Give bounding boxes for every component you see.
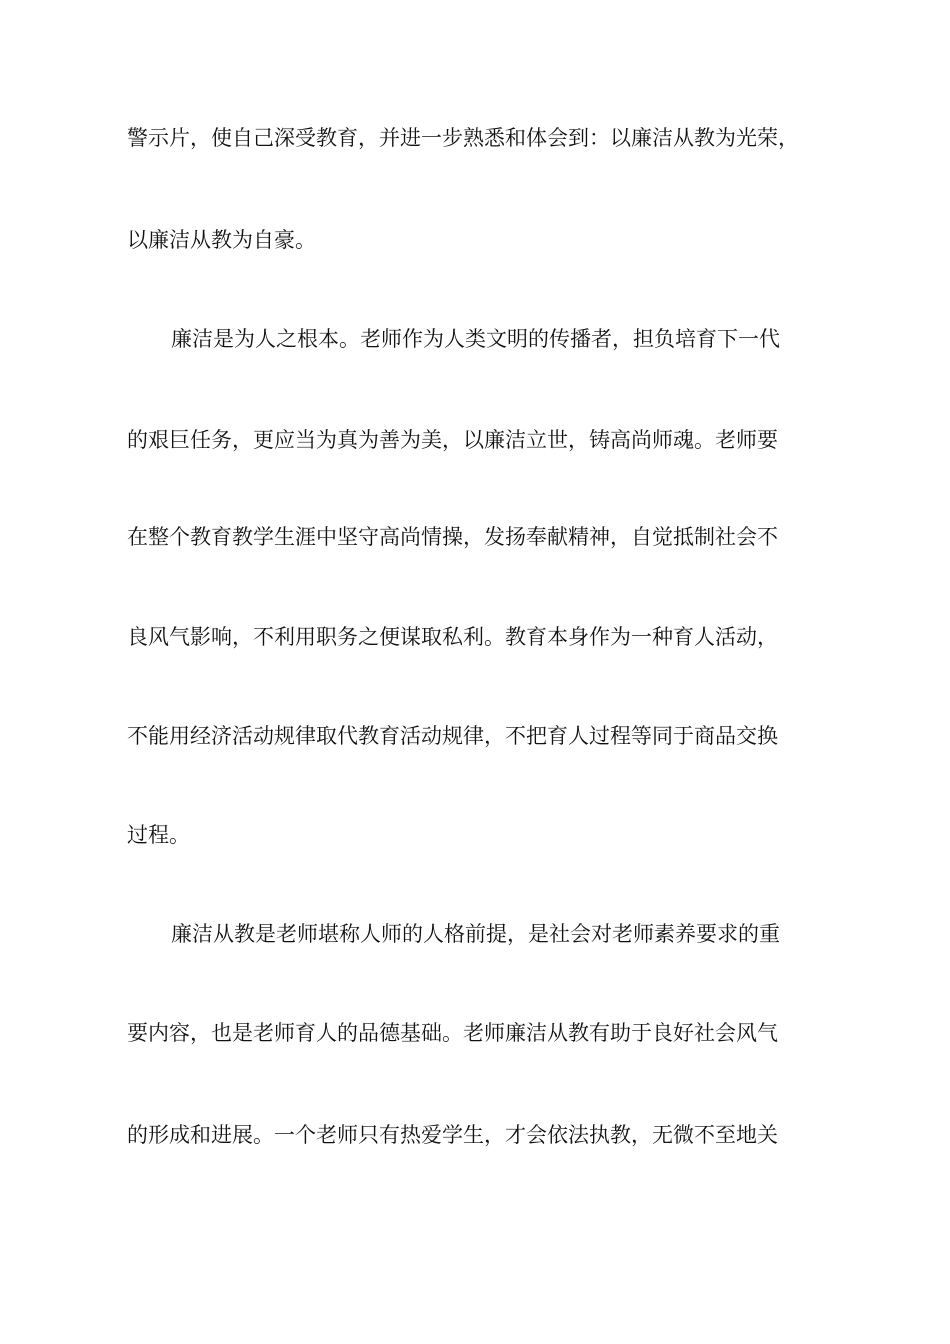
text-line: 在整个教育教学生涯中坚守高尚情操，发扬奉献精神，自觉抵制社会不 [127,525,778,549]
text-line: 的艰巨任务，更应当为真为善为美，以廉洁立世，铸高尚师魂。老师要 [127,428,778,452]
paragraph-first-line: 廉洁从教是老师堪称人师的人格前提，是社会对老师素养要求的重 [171,922,780,946]
text-line: 要内容，也是老师育人的品德基础。老师廉洁从教有助于良好社会风气 [127,1021,778,1045]
text-line: 不能用经济活动规律取代教育活动规律，不把育人过程等同于商品交换 [127,724,778,748]
text-line: 的形成和进展。一个老师只有热爱学生，才会依法执教，无微不至地关 [127,1123,778,1147]
text-line: 警示片，使自己深受教育，并进一步熟悉和体会到：以廉洁从教为光荣， [127,126,799,150]
paragraph-first-line: 廉洁是为人之根本。老师作为人类文明的传播者，担负培育下一代 [171,327,780,351]
text-line: 以廉洁从教为自豪。 [127,228,316,252]
text-line: 良风气影响，不利用职务之便谋取私利。教育本身作为一种育人活动， [127,625,778,649]
text-line: 过程。 [127,823,190,847]
